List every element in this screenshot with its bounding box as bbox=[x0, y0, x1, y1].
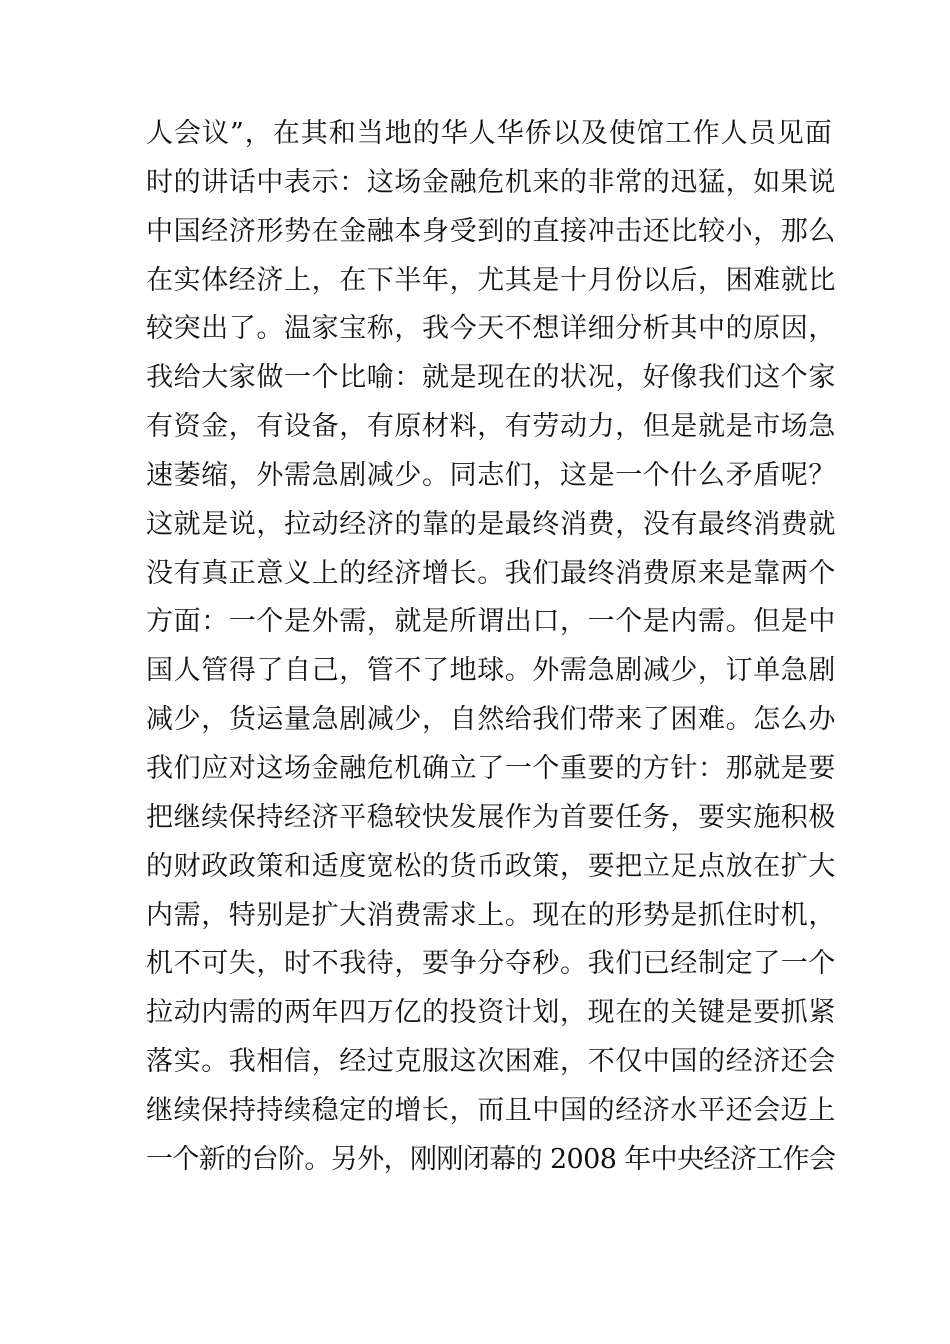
text-line-11: 方面：一个是外需，就是所谓出口，一个是内需。但是中 bbox=[146, 606, 836, 638]
text-line-7: 有资金，有设备，有原材料，有劳动力，但是就是市场急 bbox=[146, 411, 836, 443]
text-line-14: 我们应对这场金融危机确立了一个重要的方针：那就是要 bbox=[146, 752, 836, 784]
text-line-22: 一个新的台阶。另外，刚刚闭幕的 2008 年中央经济工作会 bbox=[146, 1143, 836, 1175]
body-text bbox=[146, 110, 836, 1185]
text-line-12: 国人管得了自己，管不了地球。外需急剧减少，订单急剧 bbox=[146, 655, 836, 687]
text-line-15: 把继续保持经济平稳较快发展作为首要任务，要实施积极 bbox=[146, 801, 836, 833]
text-line-6: 我给大家做一个比喻：就是现在的状况，好像我们这个家 bbox=[146, 362, 836, 394]
text-line-4: 在实体经济上，在下半年，尤其是十月份以后，困难就比 bbox=[146, 264, 836, 296]
text-line-5: 较突出了。温家宝称，我今天不想详细分析其中的原因， bbox=[146, 313, 836, 345]
text-line-18: 机不可失，时不我待，要争分夺秒。我们已经制定了一个 bbox=[146, 948, 836, 980]
text-line-13: 减少，货运量急剧减少，自然给我们带来了困难。怎么办 bbox=[146, 704, 836, 736]
text-line-9: 这就是说，拉动经济的靠的是最终消费，没有最终消费就 bbox=[146, 508, 836, 540]
text-line-3: 中国经济形势在金融本身受到的直接冲击还比较小，那么 bbox=[146, 215, 836, 247]
text-line-21: 继续保持持续稳定的增长，而且中国的经济水平还会迈上 bbox=[146, 1094, 836, 1126]
text-line-19: 拉动内需的两年四万亿的投资计划，现在的关键是要抓紧 bbox=[146, 997, 836, 1029]
text-line-10: 没有真正意义上的经济增长。我们最终消费原来是靠两个 bbox=[146, 557, 836, 589]
text-line-1: 人会议”，在其和当地的华人华侨以及使馆工作人员见面 bbox=[146, 118, 833, 149]
text-line-2: 时的讲话中表示：这场金融危机来的非常的迅猛，如果说 bbox=[146, 166, 836, 198]
text-line-8: 速萎缩，外需急剧减少。同志们，这是一个什么矛盾呢？ bbox=[146, 459, 836, 491]
text-line-20: 落实。我相信，经过克服这次困难，不仅中国的经济还会 bbox=[146, 1046, 836, 1078]
text-line-17: 内需，特别是扩大消费需求上。现在的形势是抓住时机， bbox=[146, 899, 836, 931]
text-line-16: 的财政政策和适度宽松的货币政策，要把立足点放在扩大 bbox=[146, 850, 836, 882]
